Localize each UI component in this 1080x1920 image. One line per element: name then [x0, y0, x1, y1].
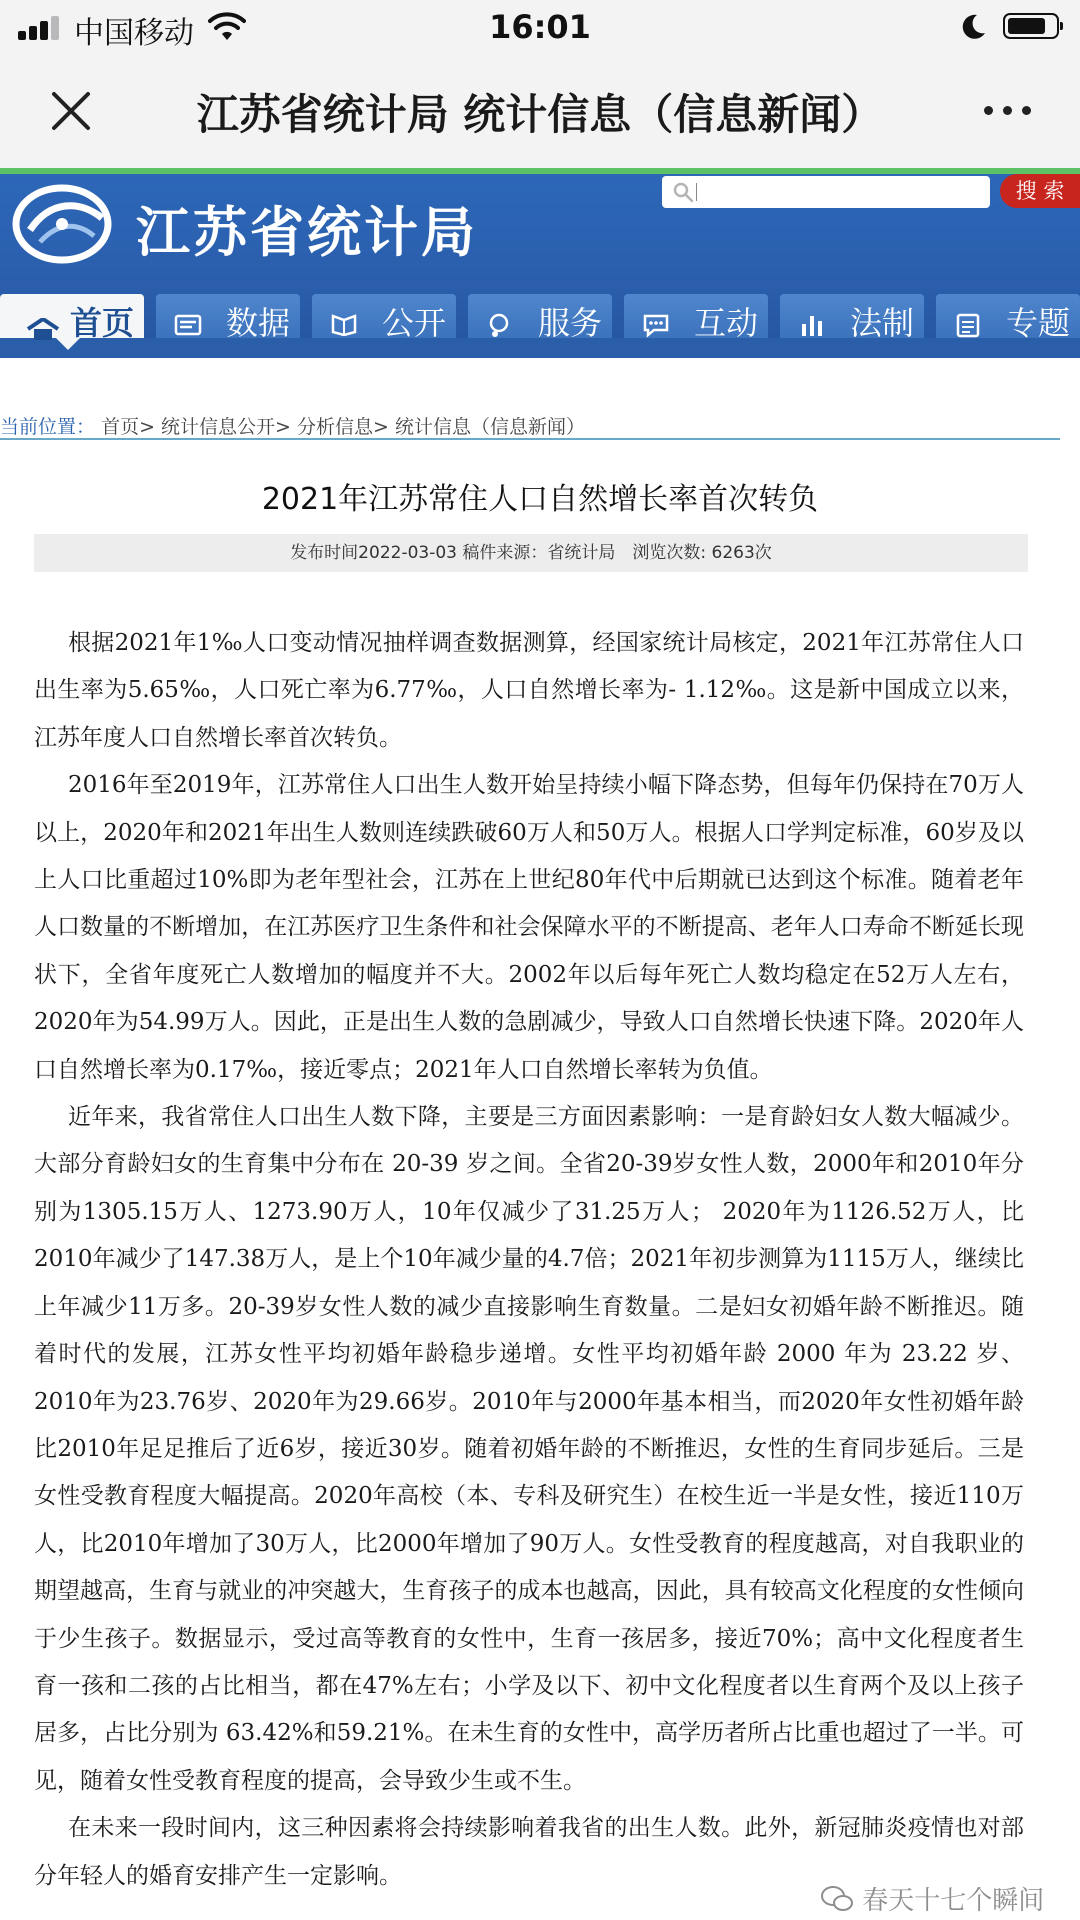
battery-icon	[1003, 13, 1059, 39]
topic-icon	[954, 312, 982, 338]
carrier-name: 中国移动	[74, 16, 194, 51]
article-paragraph: 近年来，我省常住人口出生人数下降，主要是三方面因素影响：一是育龄妇女人数大幅减少。大部分育龄妇女的生育集中分布在 20-39 岁之间。全省20-39岁女性人数，2000年和2010年分别为1305.15万人、1273.90万人，10年仅减少了31.25万人； 2020年为1126.52万人，比2010年减少了147.38万人，是上个10年减少量的4.7倍；2021年初步测算为1115万人，继续比上年减少11万多。20-39岁女性人数的减少直接影响生育数量。二是妇女初婚年龄不断推迟。随着时代的发展，江苏女性平均初婚年龄稳步递增。女性平均初婚年龄 2000 年为 23.22 岁、2010年为23.76岁、2020年为29.66岁。2010年与2000年基本相当，而2020年女性初婚年龄比2010年足足推后了近6岁，接近30岁。随着初婚年龄的不断推迟，女性的生育同步延后。三是女性受教育程度大幅提高。2020年高校（本、专科及研究生）在校生近一半是女性，接近110万人，比2010年增加了30万人，比2000年增加了90万人。女性受教育的程度越高，对自我职业的期望越高，生育与就业的冲突越大，生育孩子的成本也越高，因此，具有较高文化程度的女性倾向于少生孩子。数据显示，受过高等教育的女性中，生育一孩居多，接近70%；高中文化程度者生育一孩和二孩的占比相当，都在47%左右；小学及以下、初中文化程度者以生育两个及以上孩子居多，占比分别为 63.42%和59.21%。在未生育的女性中，高学历者所占比重也超过了一半。可见，随着女性受教育程度的提高，会导致少生或不生。	[34, 1104, 1024, 1794]
search-input[interactable]	[662, 176, 990, 208]
article-meta: 发布时间2022-03-03 稿件来源：省统计局 浏览次数: 6263次	[34, 534, 1028, 572]
search-button[interactable]: 搜 索	[1000, 174, 1080, 208]
tab-topic[interactable]	[936, 294, 1080, 342]
close-icon[interactable]	[48, 88, 94, 134]
open-icon	[330, 312, 358, 336]
data-icon	[174, 312, 202, 336]
home-icon	[26, 318, 60, 340]
wechat-icon	[820, 1885, 854, 1913]
service-icon	[486, 312, 514, 338]
tab-service[interactable]	[468, 294, 612, 342]
active-tab-pointer	[56, 338, 80, 350]
tab-home[interactable]	[0, 294, 144, 342]
moon-icon	[958, 12, 988, 42]
tab-label: 专题	[1006, 304, 1071, 342]
tab-label: 公开	[382, 304, 447, 342]
tab-label: 服务	[538, 304, 603, 342]
breadcrumb	[0, 412, 1060, 439]
tab-open[interactable]	[312, 294, 456, 342]
article-paragraph: 2016年至2019年，江苏常住人口出生人数开始呈持续小幅下降态势，但每年仍保持在70万人以上，2020年和2021年出生人数则连续跌破60万人和50万人。根据人口学判定标准，60岁及以上人口比重超过10%即为老年型社会，江苏在上世纪80年代中后期就已达到这个标准。随着老年人口数量的不断增加，在江苏医疗卫生条件和社会保障水平的不断提高、老年人口寿命不断延长现状下，全省年度死亡人数增加的幅度并不大。2002年以后每年死亡人数均稳定在52万人左右，2020年为54.99万人。因此，正是出生人数的急剧减少，导致人口自然增长快速下降。2020年人口自然增长率为0.17‰，接近零点；2021年人口自然增长率转为负值。	[34, 772, 1024, 1083]
tab-data[interactable]	[156, 294, 300, 342]
tab-label: 数据	[226, 304, 291, 342]
breadcrumb-label: 当前位置：	[0, 416, 96, 438]
divider	[0, 438, 1060, 440]
tab-label: 法制	[850, 304, 915, 342]
status-bar	[0, 0, 1080, 54]
tab-label: 互动	[694, 304, 759, 342]
title-bar	[0, 54, 1080, 168]
status-time: 16:01	[489, 8, 591, 46]
law-icon	[798, 312, 826, 338]
more-options-icon[interactable]	[984, 104, 1032, 118]
article-paragraph: 在未来一段时间内，这三种因素将会持续影响着我省的出生人数。此外，新冠肺炎疫情也对部分年轻人的婚育安排产生一定影响。	[34, 1815, 1024, 1889]
tab-law[interactable]	[780, 294, 924, 342]
tab-interaction[interactable]	[624, 294, 768, 342]
article-title: 2021年江苏常住人口自然增长率首次转负	[261, 482, 819, 517]
page-title: 江苏省统计局 统计信息（信息新闻）	[196, 90, 884, 139]
site-header	[0, 174, 1080, 358]
main-nav	[0, 294, 1080, 358]
site-logo-icon[interactable]	[10, 180, 120, 272]
tab-label: 首页	[70, 304, 135, 342]
article-paragraph: 根据2021年1‰人口变动情况抽样调查数据测算，经国家统计局核定，2021年江苏常住人口出生率为5.65‰，人口死亡率为6.77‰，人口自然增长率为- 1.12‰。这是新中国成立以来，江苏年度人口自然增长率首次转负。	[34, 630, 1024, 751]
site-name[interactable]: 江苏省统计局	[136, 200, 478, 264]
watermark	[820, 1880, 1044, 1917]
breadcrumb-path[interactable]: 首页> 统计信息公开> 分析信息> 统计信息（信息新闻）	[101, 416, 585, 438]
watermark-text: 春天十七个瞬间	[862, 1886, 1045, 1916]
interaction-icon	[642, 312, 670, 338]
search-icon	[672, 181, 694, 203]
article-body	[34, 620, 1024, 1900]
